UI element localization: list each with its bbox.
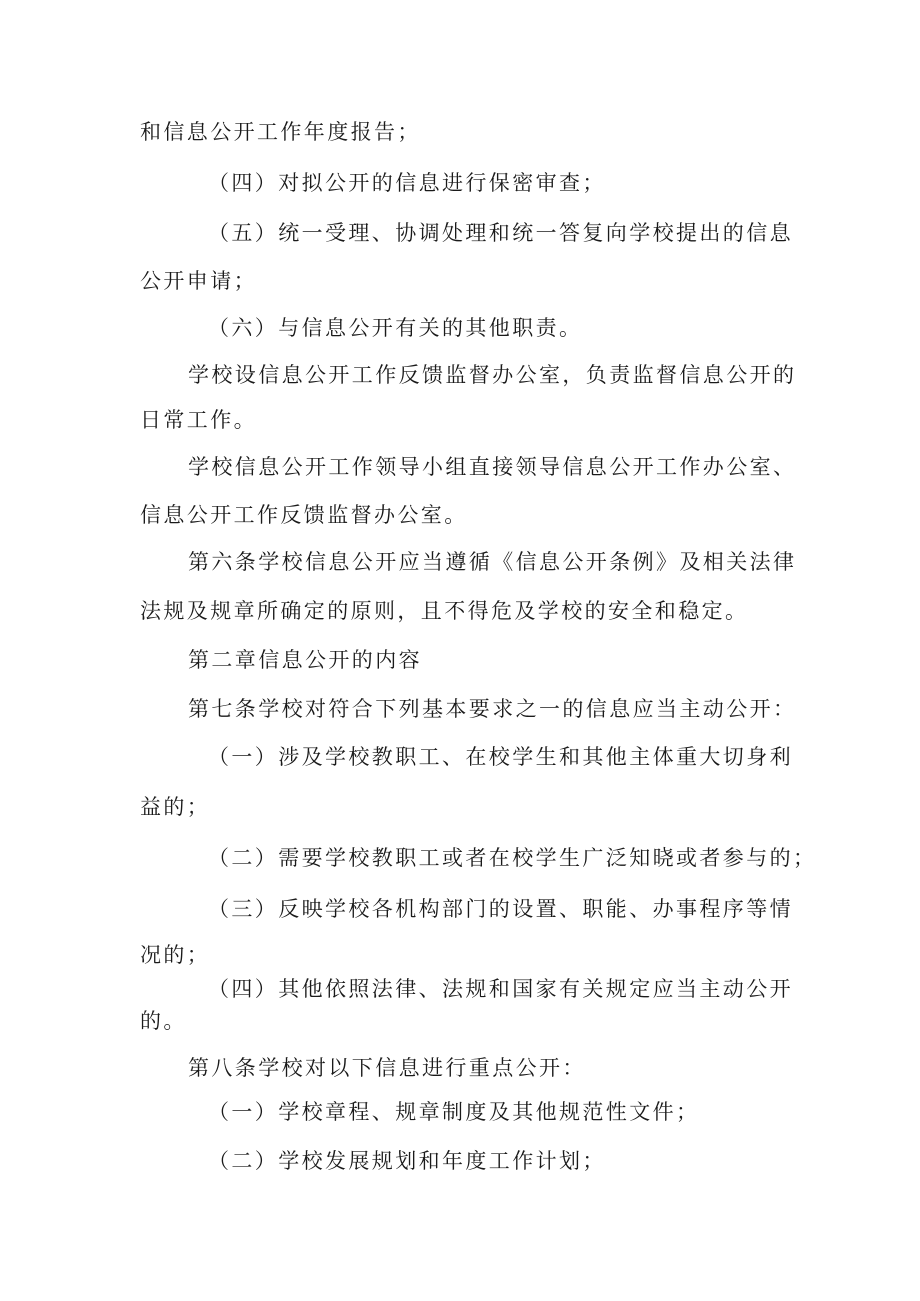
text-line: 法规及规章所确定的原则，且不得危及学校的安全和稳定。 <box>140 599 749 623</box>
text-line: （四）其他依照法律、法规和国家有关规定应当主动公开 <box>208 977 793 1001</box>
text-line: （一）涉及学校教职工、在校学生和其他主体重大切身利 <box>208 745 793 769</box>
text-line: 况的； <box>140 943 211 967</box>
text-line: 第七条学校对符合下列基本要求之一的信息应当主动公开： <box>188 697 797 721</box>
text-line: 信息公开工作反馈监督办公室。 <box>140 503 468 527</box>
text-line: （四）对拟公开的信息进行保密审查； <box>208 171 606 195</box>
text-line: 第六条学校信息公开应当遵循《信息公开条例》及相关法律 <box>188 550 797 574</box>
text-line: （三）反映学校各机构部门的设置、职能、办事程序等情 <box>208 897 793 921</box>
text-line: （六）与信息公开有关的其他职责。 <box>208 316 583 340</box>
text-line: 学校信息公开工作领导小组直接领导信息公开工作办公室、 <box>188 455 797 479</box>
text-line: 学校设信息公开工作反馈监督办公室，负责监督信息公开的 <box>188 363 797 387</box>
text-line: （五）统一受理、协调处理和统一答复向学校提出的信息 <box>208 221 793 245</box>
text-line: （二）学校发展规划和年度工作计划； <box>208 1149 606 1173</box>
text-line: 和信息公开工作年度报告； <box>140 120 421 144</box>
text-line: 益的； <box>140 795 211 819</box>
section-heading: 第二章信息公开的内容 <box>188 648 422 672</box>
text-line: 公开申请； <box>140 269 257 293</box>
text-line: （一）学校章程、规章制度及其他规范性文件； <box>208 1100 700 1124</box>
text-line: 第八条学校对以下信息进行重点公开： <box>188 1056 586 1080</box>
text-line: 日常工作。 <box>140 408 257 432</box>
text-line: （二）需要学校教职工或者在校学生广泛知晓或者参与的； <box>208 846 817 870</box>
text-line: 的。 <box>140 1009 187 1033</box>
